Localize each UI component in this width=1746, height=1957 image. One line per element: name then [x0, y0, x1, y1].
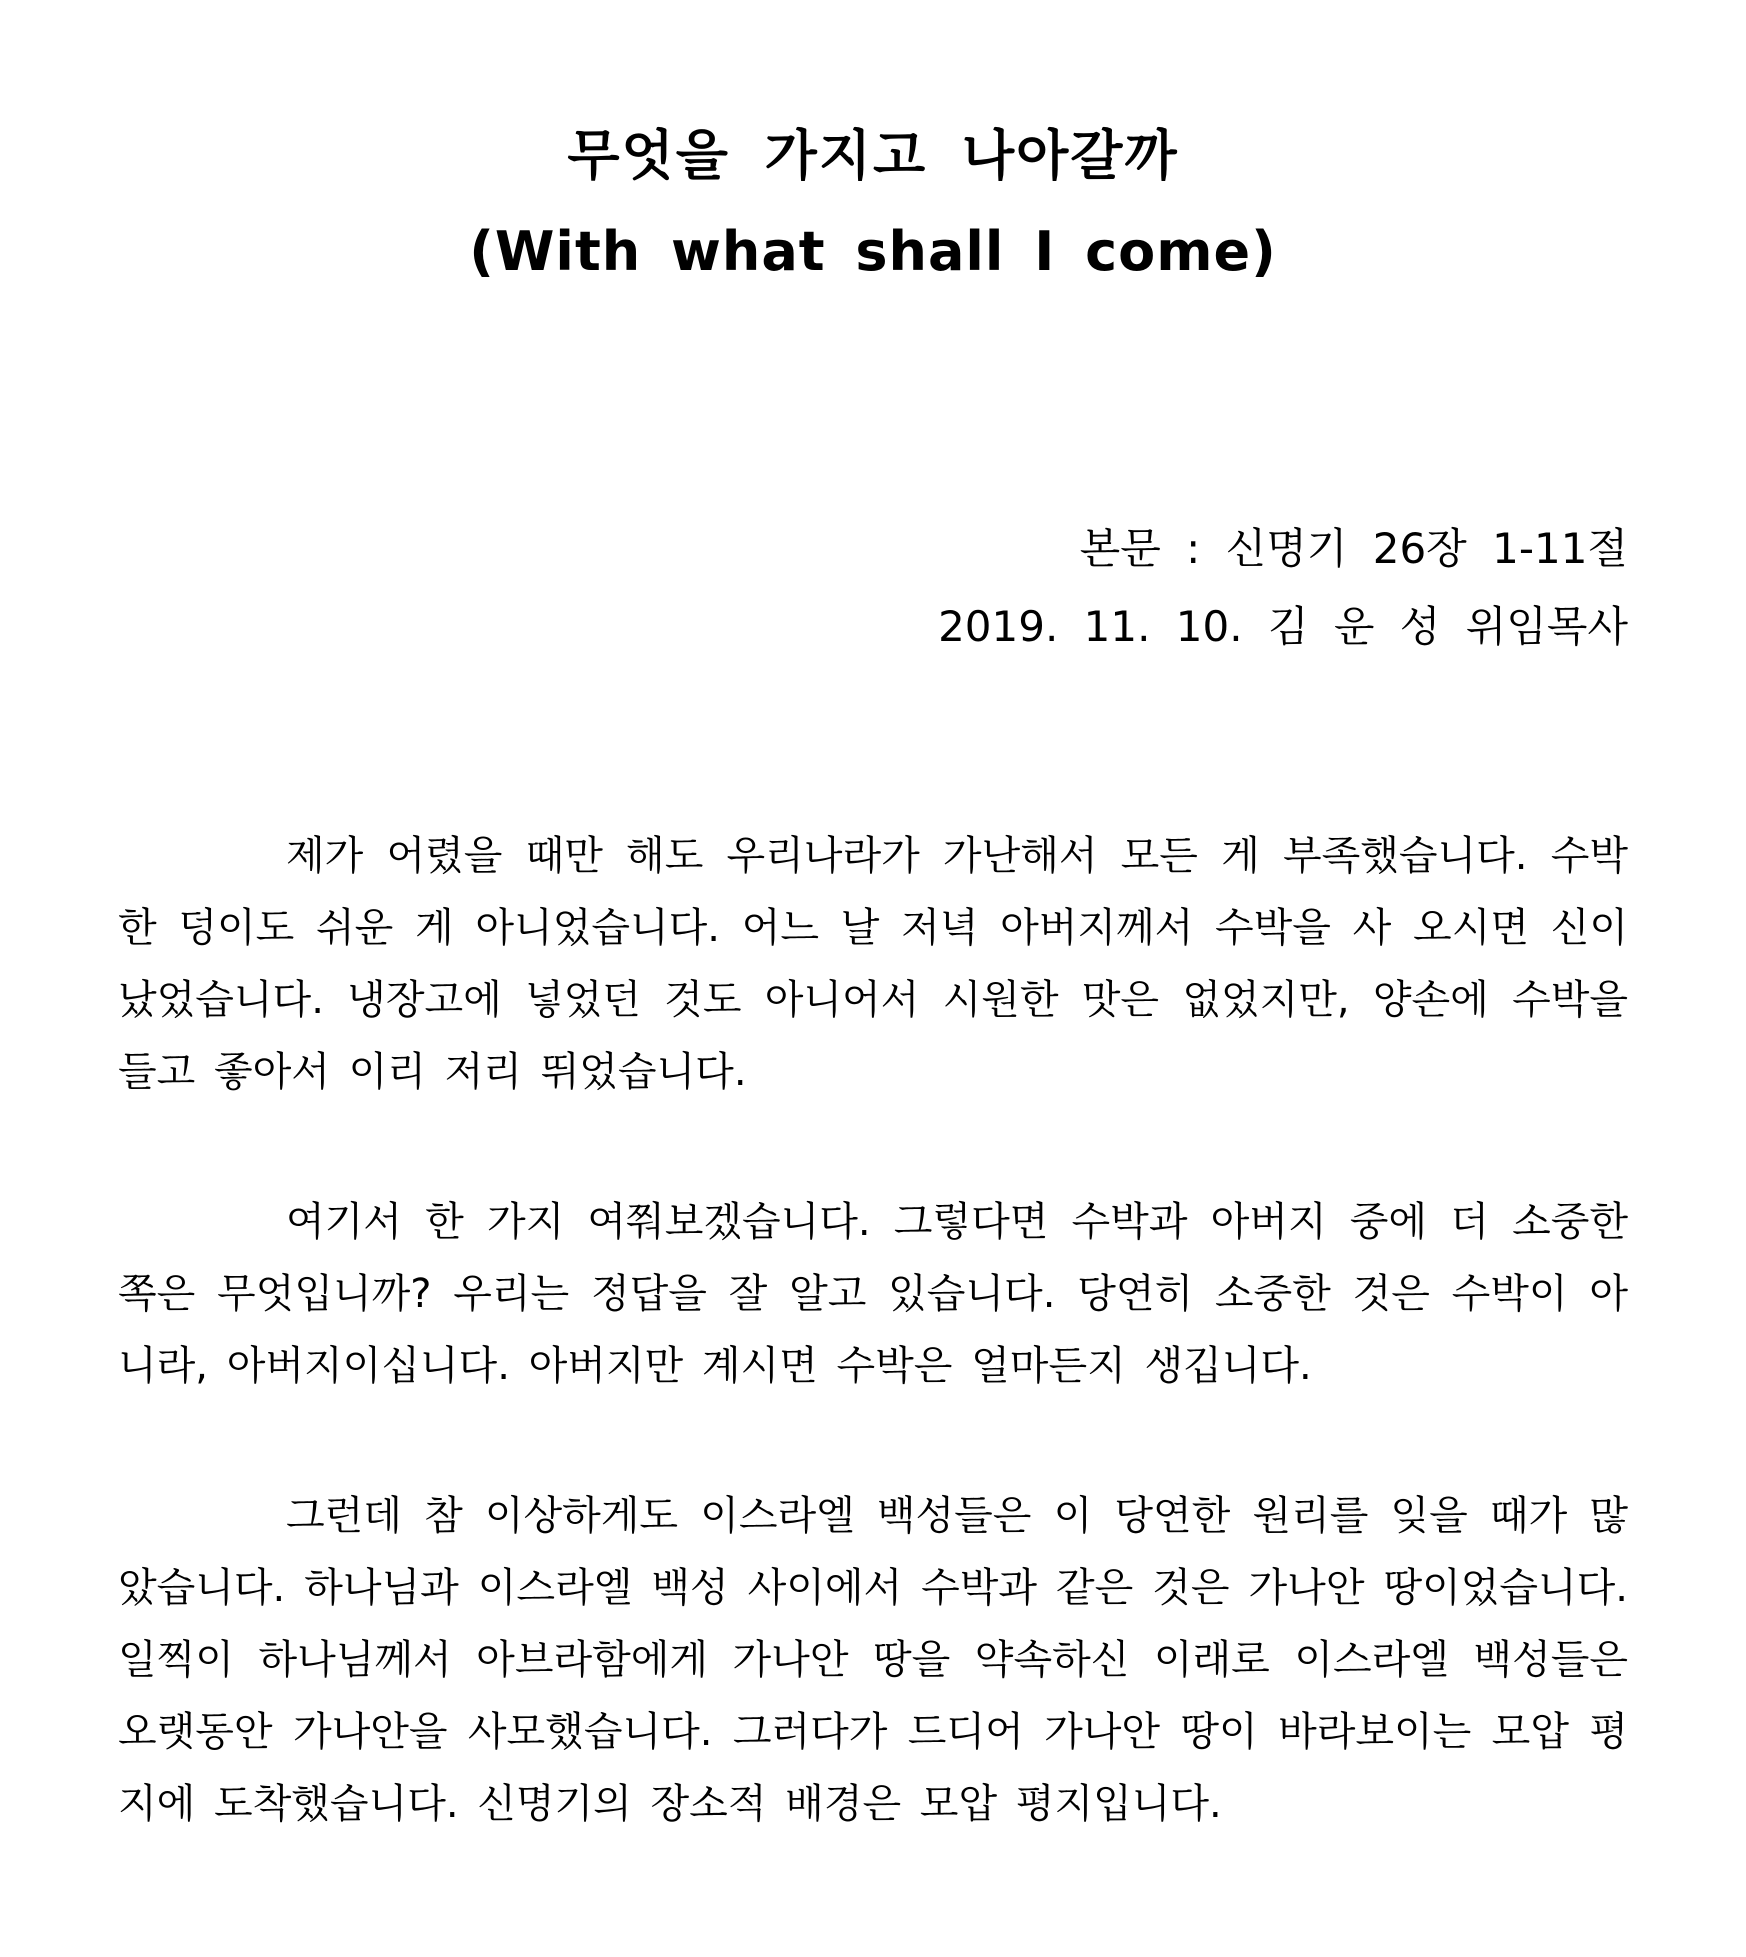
title-block: [118, 108, 1628, 300]
sermon-meta: [938, 510, 1628, 666]
body-paragraph-3: 그런데 참 이상하게도 이스라엘 백성들은 이 당연한 원리를 잊을 때가 많았습니다. 하나님과 이스라엘 백성 사이에서 수박과 같은 것은 가나안 땅이었습니다. 일찍이 하나님께서 아브라함에게 가나안 땅을 약속하신 이래로 이스라엘 백성들은 오랫동안 가나안을 사모했습니다. 그러다가 드디어 가나안 땅이 바라보이는 모압 평지에 도착했습니다. 신명기의 장소적 배경은 모압 평지입니다.: [118, 1493, 1628, 1827]
body-paragraph-1: 제가 어렸을 때만 해도 우리나라가 가난해서 모든 게 부족했습니다. 수박 한 덩이도 쉬운 게 아니었습니다. 어느 날 저녁 아버지께서 수박을 사 오시면 신이 났었습니다. 냉장고에 넣었던 것도 아니어서 시원한 맛은 없었지만, 양손에 수박을 들고 좋아서 이리 저리 뛰었습니다.: [118, 833, 1628, 1095]
scripture-reference: 본문 : 신명기 26장 1-11절: [1079, 524, 1628, 573]
body-paragraph-2: 여기서 한 가지 여쭤보겠습니다. 그렇다면 수박과 아버지 중에 더 소중한 쪽은 무엇입니까? 우리는 정답을 잘 알고 있습니다. 당연히 소중한 것은 수박이 아니라, 아버지이십니다. 아버지만 계시면 수박은 얼마든지 생깁니다.: [118, 1199, 1628, 1389]
page-title: 무엇을 가지고 나아갈까: [567, 124, 1179, 187]
date-author-line: 2019. 11. 10. 김 운 성 위임목사: [938, 602, 1628, 651]
sermon-body: [118, 820, 1628, 1918]
page-subtitle: (With what shall I come): [469, 220, 1277, 283]
